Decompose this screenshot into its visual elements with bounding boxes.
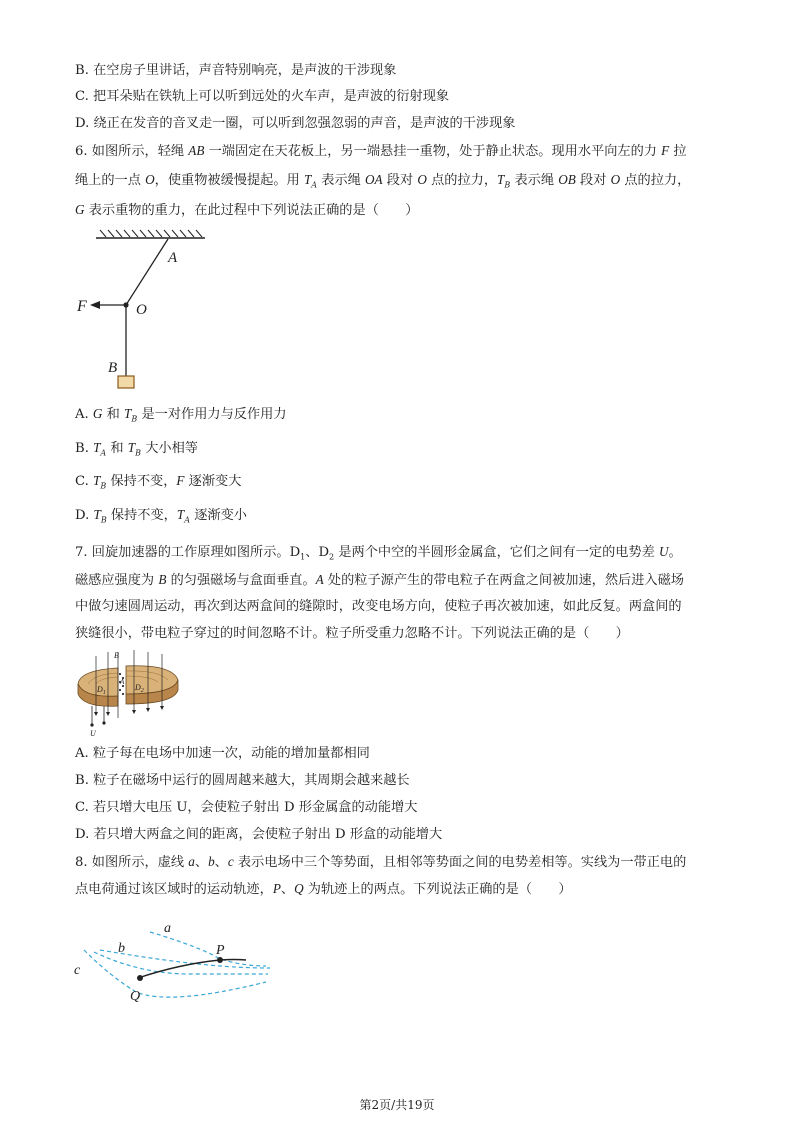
weight-block	[118, 376, 134, 388]
label-a: a	[164, 921, 171, 936]
b-field-arrowheads	[94, 706, 164, 716]
q6-stem-line3: G 表示重物的重力，在此过程中下列说法正确的是（ ）	[75, 202, 419, 218]
point-q	[137, 975, 143, 981]
trajectory	[138, 960, 246, 979]
q8-stem-line2: 点电荷通过该区域时的运动轨迹，P、Q 为轨迹上的两点。下列说法正确的是（ ）	[75, 881, 572, 897]
q7-cyclotron-figure	[74, 648, 184, 738]
q6-rope-figure	[72, 228, 212, 393]
q5-option-c: C. 把耳朵贴在铁轨上可以听到远处的火车声，是声波的衍射现象	[75, 89, 450, 104]
terminal-right	[102, 721, 105, 724]
ceiling-hatch	[100, 230, 202, 237]
q7-option-a: A. 粒子每在电场中加速一次，动能的增加量都相同	[75, 746, 370, 761]
q6-option-d: D. $T_B$ 保持不变，$T_A$ 逐渐变小	[75, 507, 247, 525]
fig-label-d2: $D_2$	[135, 683, 144, 694]
label-o: O	[136, 302, 147, 318]
q7-option-b: B. 粒子在磁场中运行的圆周越来越大，其周期会越来越长	[75, 773, 410, 788]
fig-label-u: U	[90, 729, 96, 738]
force-f-arrowhead	[90, 301, 100, 309]
q8-stem-line1: 8. 如图所示，虚线 a、b、c 表示电场中三个等势面，且相邻等势面之间的电势差相等。实线为一带正电的	[75, 854, 687, 870]
q6-option-a: A. G 和 $T_B$ 是一对作用力与反作用力	[75, 406, 287, 424]
q5-option-b: B. 在空房子里讲话，声音特别响亮，是声波的干涉现象	[75, 63, 397, 78]
label-f: F	[77, 298, 87, 315]
rope-oa	[126, 239, 168, 305]
label-b: b	[118, 941, 125, 956]
q6-option-b: B. $T_A$ 和 $T_B$ 大小相等	[75, 440, 198, 458]
fig-label-b: B	[114, 651, 119, 660]
q5-option-d: D. 绕正在发音的音叉走一圈，可以听到忽强忽弱的声音，是声波的干涉现象	[75, 116, 516, 131]
label-a: A	[168, 250, 178, 266]
q7-option-c: C. 若只增大电压 U，会使粒子射出 D 形金属盒的动能增大	[75, 800, 418, 815]
page-footer: 第2页/共19页	[359, 1098, 435, 1112]
q6-stem-line1: 6. 如图所示，轻绳 AB 一端固定在天花板上，另一端悬挂一重物，处于静止状态。现用水平向左的力 F 拉	[75, 143, 687, 159]
q8-equipotential-figure	[70, 912, 280, 1012]
q7-stem-line4: 狭缝很小，带电粒子穿过的时间忽略不计。粒子所受重力忽略不计。下列说法正确的是（ ）	[75, 626, 629, 641]
q7-stem-line3: 中做匀速圆周运动，再次到达两盒间的缝隙时，改变电场方向，使粒子再次被加速，如此反复。两盒间的	[75, 599, 682, 614]
label-p: P	[216, 943, 225, 958]
q7-stem-line1: 7. 回旋加速器的工作原理如图所示。$D_1$、$D_2$ 是两个中空的半圆形金属盒，它们之间有一定的电势差 U。	[75, 544, 682, 562]
q6-stem-line2: 绳上的一点 O，使重物被缓慢提起。用 $T_A$ 表示绳 OA 段对 O 点的拉力，$T_B$ 表示绳 OB 段对 O 点的拉力，	[75, 172, 691, 190]
label-q: Q	[130, 989, 141, 1004]
equipotential-lines	[84, 932, 270, 997]
point-o	[123, 302, 128, 307]
q6-option-c: C. $T_B$ 保持不变，F 逐渐变大	[75, 473, 242, 491]
q7-option-d: D. 若只增大两盒之间的距离，会使粒子射出 D 形盒的动能增大	[75, 827, 443, 842]
terminal-left	[90, 723, 93, 726]
fig-label-a: A	[120, 678, 125, 686]
label-c: c	[74, 963, 81, 978]
q7-stem-line2: 磁感应强度为 B 的匀强磁场与盒面垂直。A 处的粒子源产生的带电粒子在两盒之间被加速，然后进入磁场	[75, 572, 684, 588]
label-b: B	[108, 360, 118, 376]
fig-label-d1: $D_1$	[97, 685, 106, 696]
